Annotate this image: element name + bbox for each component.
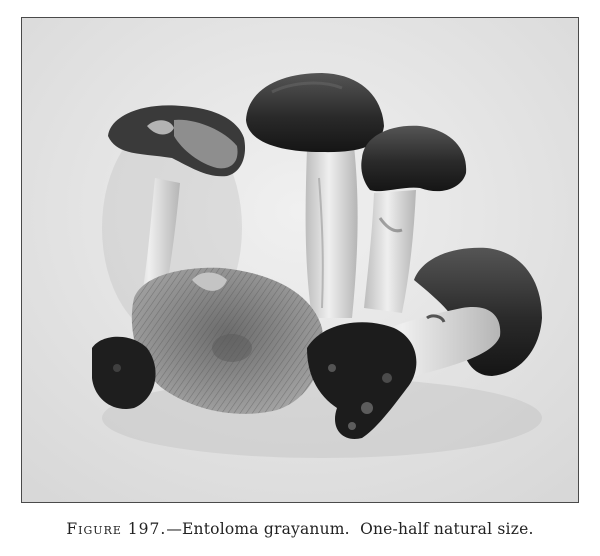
caption-separator: — [166,520,183,538]
species-name: Entoloma grayanum. [182,520,350,538]
figure-label: Figure 197. [66,520,167,538]
mushroom-illustration [22,18,578,502]
scale-note: One-half natural size. [360,520,534,538]
figure-photograph [21,17,579,503]
figure-caption [0,520,600,538]
